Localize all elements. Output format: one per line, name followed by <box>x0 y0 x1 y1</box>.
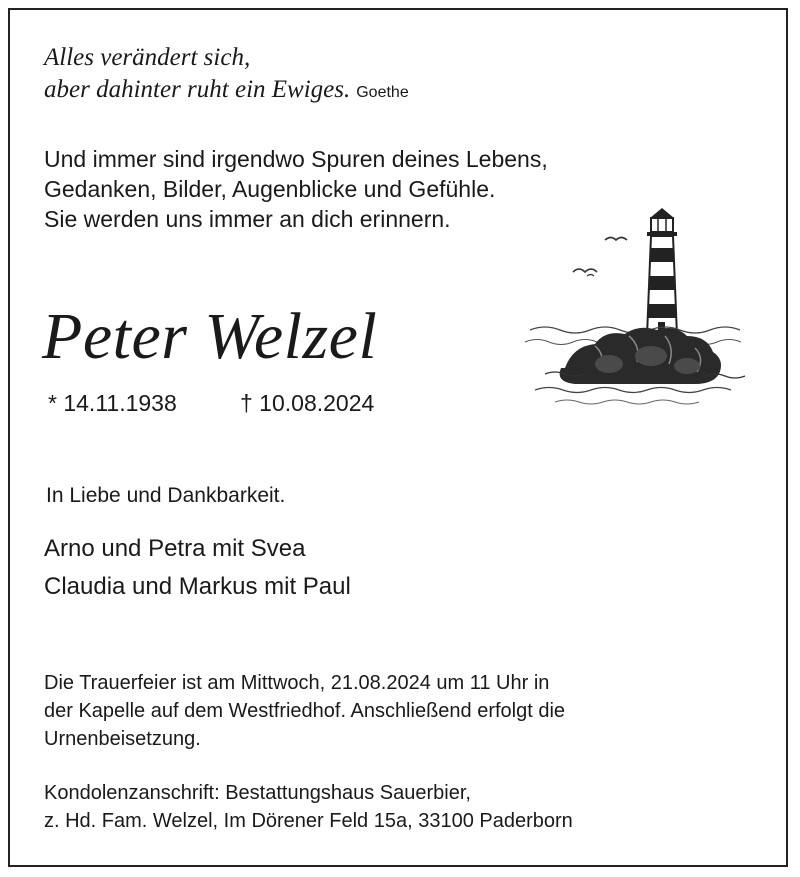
deceased-name: Peter Welzel <box>42 300 378 373</box>
mourners-intro: In Liebe und Dankbarkeit. <box>46 484 286 507</box>
birth-date: * 14.11.1938 <box>48 390 177 416</box>
funeral-line-3: Urnenbeisetzung. <box>44 728 201 750</box>
verse-line-1: Und immer sind irgendwo Spuren deines Lebens, <box>44 146 548 172</box>
condolence-line-1: Kondolenzanschrift: Bestattungshaus Sauerbier, <box>44 782 471 804</box>
mourners-line-2: Claudia und Markus mit Paul <box>44 573 351 600</box>
quote-author: Goethe <box>356 84 409 101</box>
verse-line-3: Sie werden uns immer an dich erinnern. <box>44 206 451 232</box>
mourners-line-1: Arno und Petra mit Svea <box>44 535 306 562</box>
quote-line-2 <box>44 74 409 109</box>
quote-text: aber dahinter ruht ein Ewiges. <box>44 76 351 103</box>
funeral-line-1: Die Trauerfeier ist am Mittwoch, 21.08.2024 um 11 Uhr in <box>44 672 550 694</box>
death-date: † 10.08.2024 <box>240 390 375 416</box>
quote-line-1: Alles verändert sich, <box>44 44 251 71</box>
funeral-line-2: der Kapelle auf dem Westfriedhof. Anschließend erfolgt die <box>44 700 566 722</box>
verse-line-2: Gedanken, Bilder, Augenblicke und Gefühle. <box>44 176 496 202</box>
lighthouse-icon <box>525 196 750 408</box>
condolence-line-2: z. Hd. Fam. Welzel, Im Dörener Feld 15a, 33100 Paderborn <box>44 810 573 832</box>
